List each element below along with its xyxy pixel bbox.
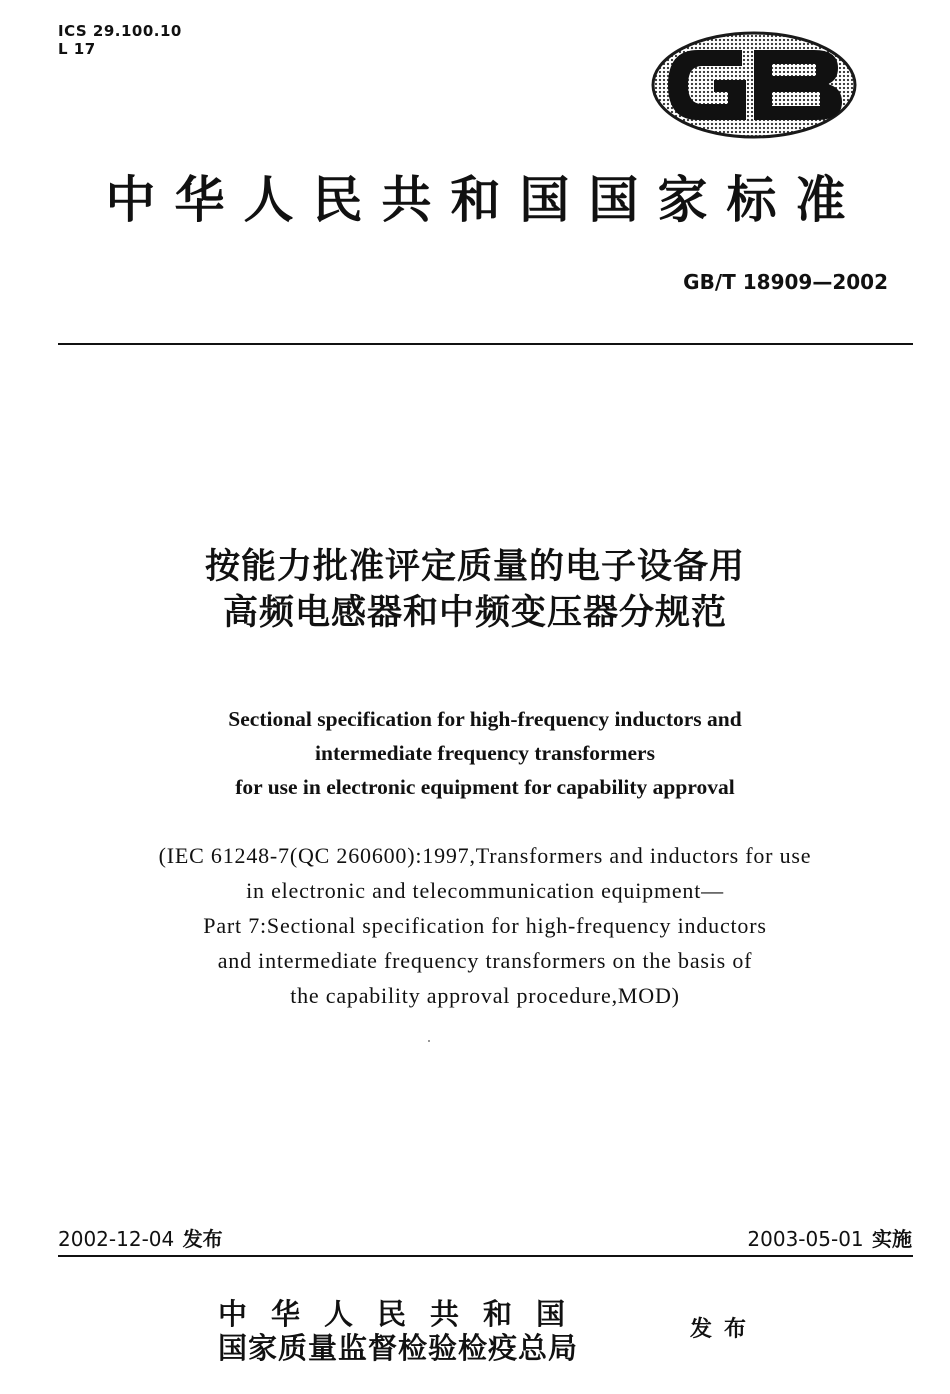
iec-reference-line: (IEC 61248-7(QC 260600):1997,Transformers and inductors for use xyxy=(158,843,812,868)
classification-codes xyxy=(58,22,182,58)
scan-speck xyxy=(428,1040,430,1042)
chinese-title-line: 高频电感器和中频变压器分规范 xyxy=(222,593,727,633)
english-title-line: intermediate frequency transformers xyxy=(315,741,655,765)
publisher-line: 国家质量监督检验检疫总局 xyxy=(218,1331,579,1365)
publish-label: 发布 xyxy=(690,1316,759,1342)
issue-date-label: 发布 xyxy=(182,1227,223,1251)
implementation-date-value: 2003-05-01 xyxy=(747,1227,864,1251)
gb-logo-text: GB xyxy=(650,30,652,31)
iec-reference-line: and intermediate frequency transformers on the basis of xyxy=(217,948,753,973)
ccs-code: L 17 xyxy=(58,40,96,58)
bottom-divider xyxy=(58,1255,913,1257)
iec-reference-line: in electronic and telecommunication equipment— xyxy=(246,878,724,903)
publisher-line: 中华人民共和国 xyxy=(218,1297,590,1331)
publisher xyxy=(218,1297,589,1365)
implementation-date-label: 实施 xyxy=(872,1227,912,1251)
issue-date xyxy=(58,1223,223,1252)
issue-date-value: 2002-12-04 xyxy=(58,1227,175,1251)
iec-reference-line: the capability approval procedure,MOD) xyxy=(290,983,680,1008)
iec-reference xyxy=(40,838,930,1013)
top-divider xyxy=(58,343,913,345)
chinese-title xyxy=(40,544,910,636)
standard-number: GB/T 18909—2002 xyxy=(683,270,888,294)
english-title-line: for use in electronic equipment for capability approval xyxy=(235,775,735,799)
national-standard-title: 中华人民共和国国家标准 xyxy=(105,170,865,229)
ics-code: ICS 29.100.10 xyxy=(58,22,182,40)
implementation-date xyxy=(747,1223,912,1252)
gb-logo xyxy=(650,30,858,140)
english-title-line: Sectional specification for high-frequency inductors and xyxy=(228,707,742,731)
iec-reference-line: Part 7:Sectional specification for high-frequency inductors xyxy=(203,913,767,938)
chinese-title-line: 按能力批准评定质量的电子设备用 xyxy=(204,547,745,587)
english-title xyxy=(40,702,930,804)
